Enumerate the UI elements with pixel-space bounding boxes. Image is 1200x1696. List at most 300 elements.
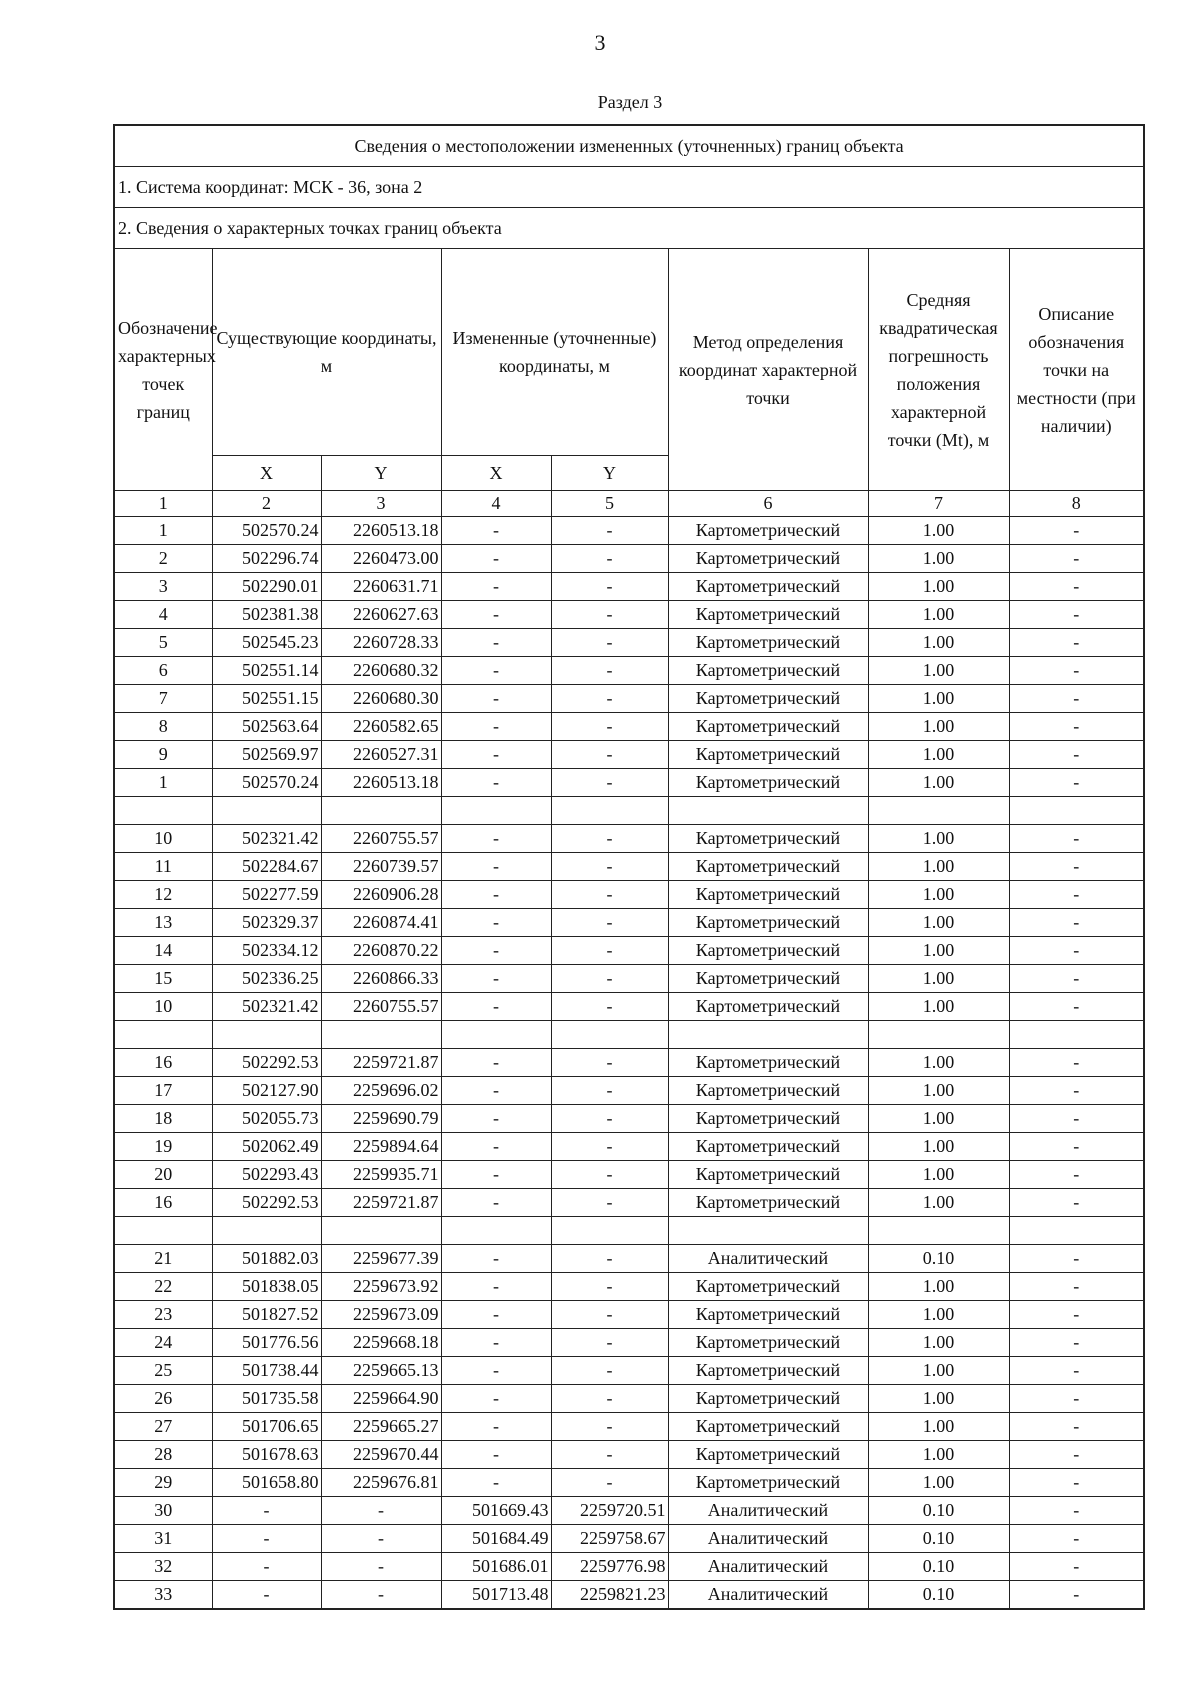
empty-cell <box>321 1217 441 1245</box>
table-row <box>114 1413 1144 1441</box>
cell-method: Картометрический <box>668 1469 868 1497</box>
cell-existing-y: 2259690.79 <box>321 1105 441 1133</box>
cell-changed-x: - <box>441 1441 551 1469</box>
table-row <box>114 1077 1144 1105</box>
cell-mean-error: 1.00 <box>868 741 1009 769</box>
cell-existing-x: - <box>212 1553 321 1581</box>
cell-point-id: 10 <box>114 825 212 853</box>
empty-cell <box>114 1217 212 1245</box>
empty-cell <box>441 1021 551 1049</box>
cell-method: Картометрический <box>668 1301 868 1329</box>
cell-existing-y: 2260755.57 <box>321 825 441 853</box>
cell-method: Картометрический <box>668 1133 868 1161</box>
cell-description: - <box>1009 685 1144 713</box>
table-row <box>114 685 1144 713</box>
cell-mean-error: 1.00 <box>868 629 1009 657</box>
cell-changed-y: - <box>551 825 668 853</box>
cell-changed-x: 501684.49 <box>441 1525 551 1553</box>
cell-point-id: 29 <box>114 1469 212 1497</box>
cell-existing-y: 2260582.65 <box>321 713 441 741</box>
cell-existing-x: 502296.74 <box>212 545 321 573</box>
cell-point-id: 26 <box>114 1385 212 1413</box>
cell-changed-x: - <box>441 1413 551 1441</box>
column-numbers-row <box>114 491 1144 517</box>
cell-method: Картометрический <box>668 685 868 713</box>
cell-mean-error: 0.10 <box>868 1497 1009 1525</box>
cell-mean-error: 1.00 <box>868 1329 1009 1357</box>
header-existing-y: Y <box>321 456 441 491</box>
table-row <box>114 1581 1144 1610</box>
cell-existing-x: 501706.65 <box>212 1413 321 1441</box>
cell-existing-x: 502290.01 <box>212 573 321 601</box>
table-row <box>114 657 1144 685</box>
cell-description: - <box>1009 1161 1144 1189</box>
cell-method: Картометрический <box>668 1049 868 1077</box>
cell-changed-y: - <box>551 1133 668 1161</box>
cell-changed-y: - <box>551 1273 668 1301</box>
cell-existing-x: 502334.12 <box>212 937 321 965</box>
cell-method: Картометрический <box>668 573 868 601</box>
cell-description: - <box>1009 909 1144 937</box>
cell-changed-x: - <box>441 853 551 881</box>
table-row <box>114 1329 1144 1357</box>
cell-mean-error: 1.00 <box>868 685 1009 713</box>
cell-method: Картометрический <box>668 1161 868 1189</box>
column-number: 5 <box>551 491 668 517</box>
empty-cell <box>1009 1021 1144 1049</box>
cell-existing-x: 502545.23 <box>212 629 321 657</box>
cell-existing-x: 502381.38 <box>212 601 321 629</box>
cell-changed-y: - <box>551 853 668 881</box>
cell-changed-x: - <box>441 909 551 937</box>
cell-changed-y: 2259776.98 <box>551 1553 668 1581</box>
cell-changed-x: - <box>441 825 551 853</box>
cell-point-id: 9 <box>114 741 212 769</box>
cell-description: - <box>1009 1077 1144 1105</box>
empty-cell <box>868 1021 1009 1049</box>
cell-description: - <box>1009 517 1144 545</box>
cell-existing-y: 2260870.22 <box>321 937 441 965</box>
empty-cell <box>868 1217 1009 1245</box>
empty-cell <box>321 1021 441 1049</box>
cell-existing-y: - <box>321 1553 441 1581</box>
cell-point-id: 24 <box>114 1329 212 1357</box>
cell-method: Аналитический <box>668 1497 868 1525</box>
cell-changed-x: - <box>441 769 551 797</box>
cell-existing-y: 2260680.30 <box>321 685 441 713</box>
cell-point-id: 10 <box>114 993 212 1021</box>
cell-mean-error: 1.00 <box>868 573 1009 601</box>
cell-description: - <box>1009 1385 1144 1413</box>
cell-description: - <box>1009 1441 1144 1469</box>
cell-existing-x: 502570.24 <box>212 517 321 545</box>
cell-existing-x: 501882.03 <box>212 1245 321 1273</box>
cell-mean-error: 0.10 <box>868 1553 1009 1581</box>
cell-existing-x: 502292.53 <box>212 1049 321 1077</box>
cell-method: Картометрический <box>668 909 868 937</box>
table-row <box>114 909 1144 937</box>
cell-existing-x: 501738.44 <box>212 1357 321 1385</box>
table-row <box>114 1049 1144 1077</box>
table-row <box>114 993 1144 1021</box>
cell-existing-y: 2260755.57 <box>321 993 441 1021</box>
header-existing-coordinates: Существующие координаты, м <box>212 249 441 456</box>
cell-description: - <box>1009 1189 1144 1217</box>
cell-changed-y: - <box>551 1469 668 1497</box>
header-description: Описание обозначения точки на местности (при наличии) <box>1009 249 1144 491</box>
cell-changed-x: - <box>441 1385 551 1413</box>
cell-point-id: 30 <box>114 1497 212 1525</box>
cell-description: - <box>1009 965 1144 993</box>
cell-existing-y: 2260728.33 <box>321 629 441 657</box>
cell-changed-y: - <box>551 1049 668 1077</box>
empty-cell <box>114 797 212 825</box>
cell-existing-x: 502551.15 <box>212 685 321 713</box>
empty-cell <box>668 1217 868 1245</box>
cell-description: - <box>1009 1049 1144 1077</box>
cell-existing-x: 502551.14 <box>212 657 321 685</box>
cell-changed-x: - <box>441 685 551 713</box>
table-row <box>114 573 1144 601</box>
coordinate-system: 1. Система координат: МСК - 36, зона 2 <box>114 167 1144 208</box>
cell-existing-x: 502292.53 <box>212 1189 321 1217</box>
cell-method: Картометрический <box>668 1385 868 1413</box>
cell-method: Аналитический <box>668 1245 868 1273</box>
cell-existing-x: 502329.37 <box>212 909 321 937</box>
header-changed-x: X <box>441 456 551 491</box>
cell-method: Картометрический <box>668 657 868 685</box>
cell-changed-y: - <box>551 545 668 573</box>
table-row <box>114 601 1144 629</box>
cell-changed-x: - <box>441 1245 551 1273</box>
cell-point-id: 3 <box>114 573 212 601</box>
cell-mean-error: 1.00 <box>868 993 1009 1021</box>
table-row <box>114 517 1144 545</box>
cell-existing-y: 2260527.31 <box>321 741 441 769</box>
cell-existing-y: 2259664.90 <box>321 1385 441 1413</box>
cell-changed-y: - <box>551 685 668 713</box>
cell-point-id: 4 <box>114 601 212 629</box>
cell-description: - <box>1009 713 1144 741</box>
cell-existing-y: 2259670.44 <box>321 1441 441 1469</box>
table-row <box>114 937 1144 965</box>
cell-point-id: 16 <box>114 1049 212 1077</box>
cell-mean-error: 1.00 <box>868 1301 1009 1329</box>
cell-changed-y: - <box>551 573 668 601</box>
table-row <box>114 1245 1144 1273</box>
cell-existing-y: - <box>321 1581 441 1610</box>
cell-point-id: 20 <box>114 1161 212 1189</box>
empty-cell <box>114 1021 212 1049</box>
cell-existing-y: 2259676.81 <box>321 1469 441 1497</box>
header-error: Средняя квадратическая погрешность положения характерной точки (Mt), м <box>868 249 1009 491</box>
cell-existing-y: - <box>321 1525 441 1553</box>
cell-description: - <box>1009 1245 1144 1273</box>
cell-existing-x: 502569.97 <box>212 741 321 769</box>
cell-method: Аналитический <box>668 1581 868 1610</box>
cell-description: - <box>1009 993 1144 1021</box>
table-row <box>114 853 1144 881</box>
cell-description: - <box>1009 1469 1144 1497</box>
cell-changed-x: - <box>441 1133 551 1161</box>
header-designation: Обозначение характерных точек границ <box>114 249 212 491</box>
cell-changed-y: 2259758.67 <box>551 1525 668 1553</box>
table-row <box>114 1301 1144 1329</box>
cell-existing-y: 2259665.13 <box>321 1357 441 1385</box>
cell-existing-x: 501735.58 <box>212 1385 321 1413</box>
cell-existing-y: 2260906.28 <box>321 881 441 909</box>
cell-mean-error: 1.00 <box>868 657 1009 685</box>
table-row <box>114 545 1144 573</box>
cell-changed-x: - <box>441 965 551 993</box>
cell-existing-x: 502563.64 <box>212 713 321 741</box>
cell-existing-x: 501838.05 <box>212 1273 321 1301</box>
cell-changed-x: - <box>441 741 551 769</box>
cell-existing-y: 2260631.71 <box>321 573 441 601</box>
cell-mean-error: 1.00 <box>868 1273 1009 1301</box>
cell-existing-y: 2260473.00 <box>321 545 441 573</box>
cell-mean-error: 1.00 <box>868 825 1009 853</box>
cell-existing-y: 2259721.87 <box>321 1049 441 1077</box>
empty-cell <box>1009 797 1144 825</box>
cell-existing-x: 502284.67 <box>212 853 321 881</box>
header-changed-coordinates: Измененные (уточненные) координаты, м <box>441 249 668 456</box>
empty-cell <box>321 797 441 825</box>
cell-description: - <box>1009 657 1144 685</box>
table-row <box>114 1161 1144 1189</box>
cell-changed-x: - <box>441 629 551 657</box>
separator-row <box>114 1217 1144 1245</box>
table-row <box>114 1469 1144 1497</box>
column-number: 7 <box>868 491 1009 517</box>
cell-changed-x: 501669.43 <box>441 1497 551 1525</box>
cell-mean-error: 1.00 <box>868 937 1009 965</box>
empty-cell <box>212 1217 321 1245</box>
separator-row <box>114 1021 1144 1049</box>
cell-changed-x: - <box>441 1077 551 1105</box>
table-row <box>114 825 1144 853</box>
column-number: 3 <box>321 491 441 517</box>
cell-changed-x: - <box>441 1273 551 1301</box>
cell-method: Картометрический <box>668 993 868 1021</box>
table-row <box>114 1357 1144 1385</box>
cell-changed-y: - <box>551 965 668 993</box>
cell-changed-x: - <box>441 545 551 573</box>
cell-mean-error: 1.00 <box>868 713 1009 741</box>
cell-point-id: 13 <box>114 909 212 937</box>
cell-changed-y: - <box>551 937 668 965</box>
cell-point-id: 18 <box>114 1105 212 1133</box>
cell-existing-y: 2260874.41 <box>321 909 441 937</box>
cell-existing-y: 2259935.71 <box>321 1161 441 1189</box>
cell-point-id: 21 <box>114 1245 212 1273</box>
cell-existing-y: 2260513.18 <box>321 517 441 545</box>
cell-existing-x: 501678.63 <box>212 1441 321 1469</box>
points-heading: 2. Сведения о характерных точках границ объекта <box>114 208 1144 249</box>
cell-description: - <box>1009 881 1144 909</box>
table-row <box>114 1133 1144 1161</box>
table-row <box>114 1105 1144 1133</box>
header-method: Метод определения координат характерной точки <box>668 249 868 491</box>
cell-point-id: 19 <box>114 1133 212 1161</box>
cell-changed-x: - <box>441 1329 551 1357</box>
cell-changed-y: - <box>551 1413 668 1441</box>
cell-mean-error: 1.00 <box>868 769 1009 797</box>
cell-method: Картометрический <box>668 1413 868 1441</box>
cell-changed-y: - <box>551 1161 668 1189</box>
cell-mean-error: 1.00 <box>868 853 1009 881</box>
table-row <box>114 769 1144 797</box>
cell-existing-x: - <box>212 1497 321 1525</box>
cell-changed-y: - <box>551 741 668 769</box>
cell-description: - <box>1009 1133 1144 1161</box>
cell-description: - <box>1009 601 1144 629</box>
cell-method: Картометрический <box>668 853 868 881</box>
cell-changed-y: - <box>551 517 668 545</box>
cell-method: Картометрический <box>668 1441 868 1469</box>
cell-mean-error: 1.00 <box>868 545 1009 573</box>
cell-description: - <box>1009 1357 1144 1385</box>
cell-existing-x: 502277.59 <box>212 881 321 909</box>
cell-existing-y: 2259677.39 <box>321 1245 441 1273</box>
cell-existing-y: 2259696.02 <box>321 1077 441 1105</box>
cell-point-id: 1 <box>114 517 212 545</box>
cell-point-id: 22 <box>114 1273 212 1301</box>
empty-cell <box>212 797 321 825</box>
column-number: 4 <box>441 491 551 517</box>
empty-cell <box>868 797 1009 825</box>
cell-changed-x: - <box>441 601 551 629</box>
table-row <box>114 1497 1144 1525</box>
cell-mean-error: 1.00 <box>868 1189 1009 1217</box>
cell-changed-y: - <box>551 1441 668 1469</box>
cell-description: - <box>1009 853 1144 881</box>
cell-changed-x: - <box>441 1301 551 1329</box>
cell-existing-x: 502127.90 <box>212 1077 321 1105</box>
cell-point-id: 5 <box>114 629 212 657</box>
cell-point-id: 32 <box>114 1553 212 1581</box>
cell-method: Картометрический <box>668 517 868 545</box>
cell-changed-y: - <box>551 1385 668 1413</box>
cell-description: - <box>1009 1497 1144 1525</box>
cell-point-id: 1 <box>114 769 212 797</box>
cell-method: Аналитический <box>668 1525 868 1553</box>
cell-method: Картометрический <box>668 601 868 629</box>
cell-changed-y: - <box>551 713 668 741</box>
cell-changed-x: - <box>441 993 551 1021</box>
cell-point-id: 7 <box>114 685 212 713</box>
cell-mean-error: 0.10 <box>868 1525 1009 1553</box>
cell-existing-y: 2260627.63 <box>321 601 441 629</box>
cell-changed-y: - <box>551 881 668 909</box>
cell-existing-x: 501827.52 <box>212 1301 321 1329</box>
cell-changed-y: - <box>551 769 668 797</box>
cell-existing-x: - <box>212 1525 321 1553</box>
cell-point-id: 12 <box>114 881 212 909</box>
cell-existing-y: 2259668.18 <box>321 1329 441 1357</box>
cell-method: Картометрический <box>668 1273 868 1301</box>
cell-mean-error: 1.00 <box>868 1413 1009 1441</box>
cell-point-id: 8 <box>114 713 212 741</box>
empty-cell <box>551 1217 668 1245</box>
cell-mean-error: 1.00 <box>868 965 1009 993</box>
cell-mean-error: 0.10 <box>868 1245 1009 1273</box>
cell-point-id: 17 <box>114 1077 212 1105</box>
cell-changed-y: - <box>551 1301 668 1329</box>
cell-changed-x: - <box>441 517 551 545</box>
table-row <box>114 1525 1144 1553</box>
cell-changed-y: - <box>551 1357 668 1385</box>
cell-existing-y: 2260680.32 <box>321 657 441 685</box>
cell-method: Картометрический <box>668 1105 868 1133</box>
cell-mean-error: 1.00 <box>868 1077 1009 1105</box>
cell-existing-x: - <box>212 1581 321 1610</box>
cell-changed-x: - <box>441 1049 551 1077</box>
cell-existing-y: 2260739.57 <box>321 853 441 881</box>
cell-mean-error: 1.00 <box>868 881 1009 909</box>
header-changed-y: Y <box>551 456 668 491</box>
table-row <box>114 965 1144 993</box>
cell-point-id: 16 <box>114 1189 212 1217</box>
cell-existing-y: 2259665.27 <box>321 1413 441 1441</box>
cell-changed-x: - <box>441 657 551 685</box>
cell-point-id: 2 <box>114 545 212 573</box>
header-existing-x: X <box>212 456 321 491</box>
cell-existing-x: 502055.73 <box>212 1105 321 1133</box>
cell-changed-y: - <box>551 1245 668 1273</box>
cell-changed-y: 2259720.51 <box>551 1497 668 1525</box>
cell-description: - <box>1009 1581 1144 1610</box>
section-title: Раздел 3 <box>597 92 663 112</box>
empty-cell <box>441 1217 551 1245</box>
cell-existing-x: 502321.42 <box>212 825 321 853</box>
cell-point-id: 33 <box>114 1581 212 1610</box>
cell-mean-error: 1.00 <box>868 1441 1009 1469</box>
cell-changed-x: - <box>441 1189 551 1217</box>
cell-existing-y: 2260513.18 <box>321 769 441 797</box>
cell-mean-error: 1.00 <box>868 601 1009 629</box>
cell-description: - <box>1009 1329 1144 1357</box>
cell-method: Аналитический <box>668 1553 868 1581</box>
cell-description: - <box>1009 1525 1144 1553</box>
cell-existing-x: 502062.49 <box>212 1133 321 1161</box>
cell-changed-x: 501686.01 <box>441 1553 551 1581</box>
empty-cell <box>551 1021 668 1049</box>
cell-mean-error: 0.10 <box>868 1581 1009 1610</box>
cell-mean-error: 1.00 <box>868 1133 1009 1161</box>
cell-mean-error: 1.00 <box>868 1049 1009 1077</box>
cell-method: Картометрический <box>668 881 868 909</box>
cell-point-id: 11 <box>114 853 212 881</box>
cell-description: - <box>1009 573 1144 601</box>
cell-description: - <box>1009 1273 1144 1301</box>
cell-existing-y: 2259673.92 <box>321 1273 441 1301</box>
cell-mean-error: 1.00 <box>868 1105 1009 1133</box>
cell-method: Картометрический <box>668 545 868 573</box>
empty-cell <box>551 797 668 825</box>
empty-cell <box>441 797 551 825</box>
cell-changed-y: - <box>551 1329 668 1357</box>
cell-existing-x: 502293.43 <box>212 1161 321 1189</box>
cell-changed-x: - <box>441 1357 551 1385</box>
page-number: 3 <box>594 30 606 55</box>
cell-method: Картометрический <box>668 965 868 993</box>
cell-point-id: 6 <box>114 657 212 685</box>
table-row <box>114 713 1144 741</box>
column-number: 2 <box>212 491 321 517</box>
cell-changed-y: - <box>551 657 668 685</box>
column-number: 1 <box>114 491 212 517</box>
